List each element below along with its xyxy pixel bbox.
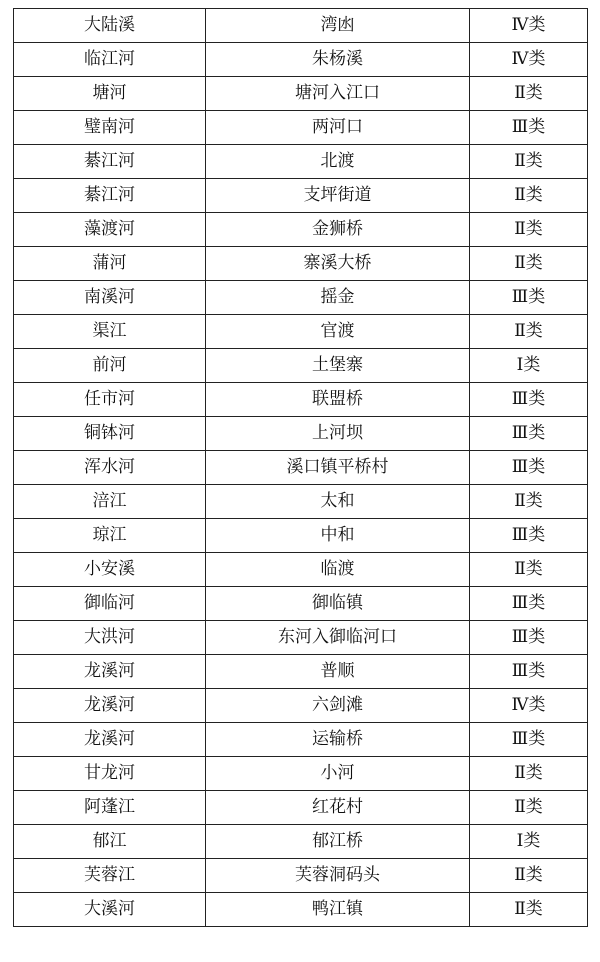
section-name-cell: 御临镇 (206, 587, 470, 621)
river-name-cell: 临江河 (14, 43, 206, 77)
river-name-cell: 南溪河 (14, 281, 206, 315)
water-class-cell: Ⅳ类 (470, 43, 588, 77)
water-class-cell: Ⅱ类 (470, 179, 588, 213)
river-name-cell: 甘龙河 (14, 757, 206, 791)
table-row (14, 519, 588, 553)
river-name-cell: 前河 (14, 349, 206, 383)
section-name-cell: 寨溪大桥 (206, 247, 470, 281)
river-name-cell: 大溪河 (14, 893, 206, 927)
section-name-cell: 支坪街道 (206, 179, 470, 213)
table-row (14, 859, 588, 893)
water-class-cell: Ⅱ类 (470, 213, 588, 247)
water-class-cell: Ⅲ类 (470, 451, 588, 485)
water-class-cell: Ⅱ类 (470, 757, 588, 791)
table-row (14, 213, 588, 247)
table-row (14, 587, 588, 621)
water-class-cell: Ⅲ类 (470, 723, 588, 757)
water-class-cell: Ⅰ类 (470, 349, 588, 383)
water-class-cell: Ⅲ类 (470, 281, 588, 315)
river-name-cell: 任市河 (14, 383, 206, 417)
section-name-cell: 红花村 (206, 791, 470, 825)
river-name-cell: 龙溪河 (14, 689, 206, 723)
water-class-cell: Ⅳ类 (470, 9, 588, 43)
table-row (14, 111, 588, 145)
water-class-cell: Ⅲ类 (470, 621, 588, 655)
water-class-cell: Ⅱ类 (470, 77, 588, 111)
water-class-cell: Ⅱ类 (470, 315, 588, 349)
section-name-cell: 临渡 (206, 553, 470, 587)
water-class-cell: Ⅱ类 (470, 859, 588, 893)
table-row (14, 893, 588, 927)
section-name-cell: 六剑滩 (206, 689, 470, 723)
section-name-cell: 两河口 (206, 111, 470, 145)
section-name-cell: 鸭江镇 (206, 893, 470, 927)
water-class-cell: Ⅱ类 (470, 791, 588, 825)
water-class-cell: Ⅲ类 (470, 111, 588, 145)
section-name-cell: 联盟桥 (206, 383, 470, 417)
section-name-cell: 湾凼 (206, 9, 470, 43)
river-name-cell: 蒲河 (14, 247, 206, 281)
river-name-cell: 大陆溪 (14, 9, 206, 43)
table-row (14, 179, 588, 213)
table-row (14, 553, 588, 587)
section-name-cell: 摇金 (206, 281, 470, 315)
table-row (14, 417, 588, 451)
river-name-cell: 涪江 (14, 485, 206, 519)
section-name-cell: 太和 (206, 485, 470, 519)
table-row (14, 757, 588, 791)
section-name-cell: 塘河入江口 (206, 77, 470, 111)
river-name-cell: 塘河 (14, 77, 206, 111)
table-row (14, 247, 588, 281)
water-class-cell: Ⅲ类 (470, 587, 588, 621)
water-class-cell: Ⅱ类 (470, 553, 588, 587)
table-row (14, 485, 588, 519)
water-quality-table (13, 8, 588, 927)
section-name-cell: 官渡 (206, 315, 470, 349)
water-class-cell: Ⅲ类 (470, 383, 588, 417)
table-row (14, 621, 588, 655)
water-class-cell: Ⅲ类 (470, 417, 588, 451)
section-name-cell: 芙蓉洞码头 (206, 859, 470, 893)
table-row (14, 315, 588, 349)
table-row (14, 145, 588, 179)
river-name-cell: 琼江 (14, 519, 206, 553)
table-row (14, 791, 588, 825)
river-name-cell: 渠江 (14, 315, 206, 349)
river-name-cell: 璧南河 (14, 111, 206, 145)
river-name-cell: 阿蓬江 (14, 791, 206, 825)
water-class-cell: Ⅰ类 (470, 825, 588, 859)
section-name-cell: 运输桥 (206, 723, 470, 757)
river-name-cell: 藻渡河 (14, 213, 206, 247)
water-class-cell: Ⅱ类 (470, 893, 588, 927)
section-name-cell: 朱杨溪 (206, 43, 470, 77)
water-class-cell: Ⅱ类 (470, 485, 588, 519)
water-class-cell: Ⅲ类 (470, 655, 588, 689)
table-row (14, 9, 588, 43)
river-name-cell: 御临河 (14, 587, 206, 621)
table-row (14, 723, 588, 757)
water-class-cell: Ⅱ类 (470, 247, 588, 281)
section-name-cell: 上河坝 (206, 417, 470, 451)
table-row (14, 77, 588, 111)
section-name-cell: 郁江桥 (206, 825, 470, 859)
river-name-cell: 小安溪 (14, 553, 206, 587)
section-name-cell: 土堡寨 (206, 349, 470, 383)
river-name-cell: 綦江河 (14, 179, 206, 213)
section-name-cell: 普顺 (206, 655, 470, 689)
table-row (14, 349, 588, 383)
table-body (14, 9, 588, 927)
section-name-cell: 北渡 (206, 145, 470, 179)
table-row (14, 689, 588, 723)
table-row (14, 43, 588, 77)
section-name-cell: 中和 (206, 519, 470, 553)
river-name-cell: 龙溪河 (14, 655, 206, 689)
river-name-cell: 浑水河 (14, 451, 206, 485)
table-row (14, 383, 588, 417)
river-name-cell: 龙溪河 (14, 723, 206, 757)
river-name-cell: 铜钵河 (14, 417, 206, 451)
water-class-cell: Ⅲ类 (470, 519, 588, 553)
river-name-cell: 郁江 (14, 825, 206, 859)
section-name-cell: 金狮桥 (206, 213, 470, 247)
section-name-cell: 溪口镇平桥村 (206, 451, 470, 485)
river-name-cell: 芙蓉江 (14, 859, 206, 893)
section-name-cell: 东河入御临河口 (206, 621, 470, 655)
river-name-cell: 大洪河 (14, 621, 206, 655)
table-row (14, 281, 588, 315)
table-row (14, 655, 588, 689)
water-class-cell: Ⅳ类 (470, 689, 588, 723)
table-row (14, 825, 588, 859)
table-row (14, 451, 588, 485)
river-name-cell: 綦江河 (14, 145, 206, 179)
section-name-cell: 小河 (206, 757, 470, 791)
water-class-cell: Ⅱ类 (470, 145, 588, 179)
